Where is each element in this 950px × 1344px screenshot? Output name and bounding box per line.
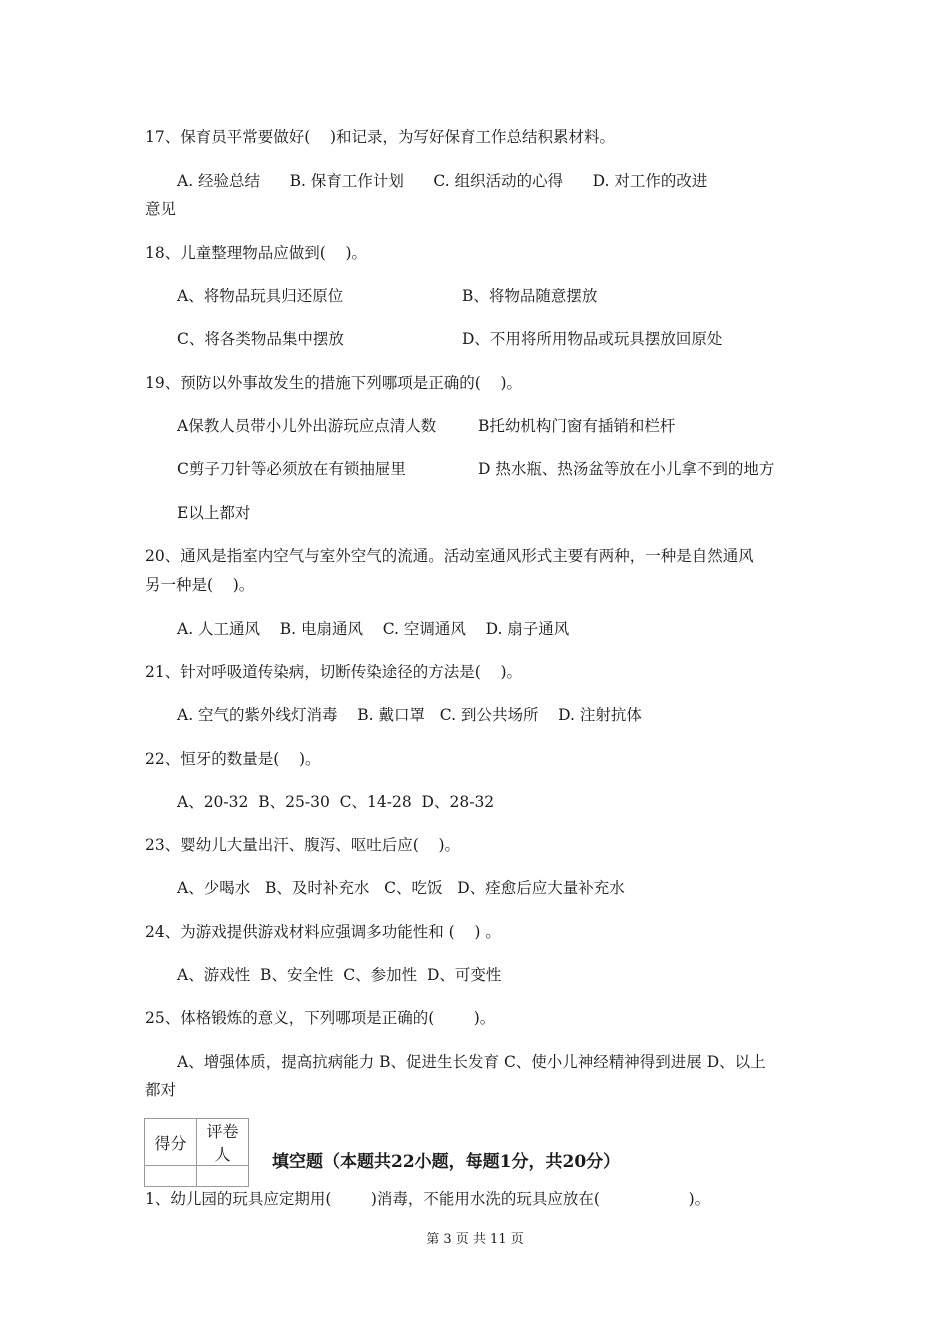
question-25-stem: 25、体格锻炼的意义，下列哪项是正确的( )。 [145,1009,496,1027]
question-24-stem: 24、为游戏提供游戏材料应强调多功能性和 ( ) 。 [145,923,501,941]
question-20-stem-wrap: 另一种是( )。 [145,576,255,594]
question-17-options-wrap: 意见 [145,200,177,218]
question-19-option-a: A保教人员带小儿外出游玩应点清人数 [177,417,437,435]
question-17-stem: 17、保育员平常要做好( )和记录，为写好保育工作总结积累材料。 [145,128,616,146]
question-25-options-wrap: 都对 [145,1081,177,1099]
question-21-options: A. 空气的紫外线灯消毒 B. 戴口罩 C. 到公共场所 D. 注射抗体 [177,706,642,724]
question-17-options: A. 经验总结 B. 保育工作计划 C. 组织活动的心得 D. 对工作的改进 [177,172,708,190]
grader-label: 评卷人 [197,1119,249,1166]
question-19-option-b: B托幼机构门窗有插销和栏杆 [478,417,676,435]
question-18-option-c: C、将各类物品集中摆放 [177,330,344,348]
question-18-option-a: A、将物品玩具归还原位 [177,287,344,305]
question-21-stem: 21、针对呼吸道传染病，切断传染途径的方法是( )。 [145,663,523,681]
question-20-options: A. 人工通风 B. 电扇通风 C. 空调通风 D. 扇子通风 [177,620,570,638]
question-23-stem: 23、婴幼儿大量出汗、腹泻、呕吐后应( )。 [145,836,461,854]
question-18-option-b: B、将物品随意摆放 [462,287,598,305]
question-18-stem: 18、儿童整理物品应做到( )。 [145,244,368,262]
question-18-option-d: D、不用将所用物品或玩具摆放回原处 [462,330,723,348]
question-19-stem: 19、预防以外事故发生的措施下列哪项是正确的( )。 [145,374,523,392]
question-19-option-d: D 热水瓶、热汤盆等放在小儿拿不到的地方 [478,460,775,478]
question-19-option-e: E以上都对 [177,504,251,522]
question-23-options: A、少喝水 B、及时补充水 C、吃饭 D、痊愈后应大量补充水 [177,879,625,897]
score-cell[interactable] [145,1166,197,1187]
question-24-options: A、游戏性 B、安全性 C、参加性 D、可变性 [177,966,502,984]
question-22-options: A、20-32 B、25-30 C、14-28 D、28-32 [177,793,495,811]
question-22-stem: 22、恒牙的数量是( )。 [145,750,321,768]
section-title: 填空题（本题共22小题，每题1分，共20分） [272,1152,621,1172]
question-25-options: A、增强体质，提高抗病能力 B、促进生长发育 C、使小儿神经精神得到进展 D、以上 [177,1053,766,1071]
question-19-option-c: C剪子刀针等必须放在有锁抽屉里 [177,460,406,478]
grader-cell[interactable] [197,1166,249,1187]
score-box [144,1118,249,1187]
fill-in-question-1: 1、幼儿园的玩具应定期用( )消毒，不能用水洗的玩具应放在( )。 [145,1190,711,1208]
question-20-stem: 20、通风是指室内空气与室外空气的流通。活动室通风形式主要有两种，一种是自然通风 [145,547,754,565]
page-number-footer: 第 3 页 共 11 页 [426,1232,524,1247]
score-label: 得分 [145,1119,197,1166]
